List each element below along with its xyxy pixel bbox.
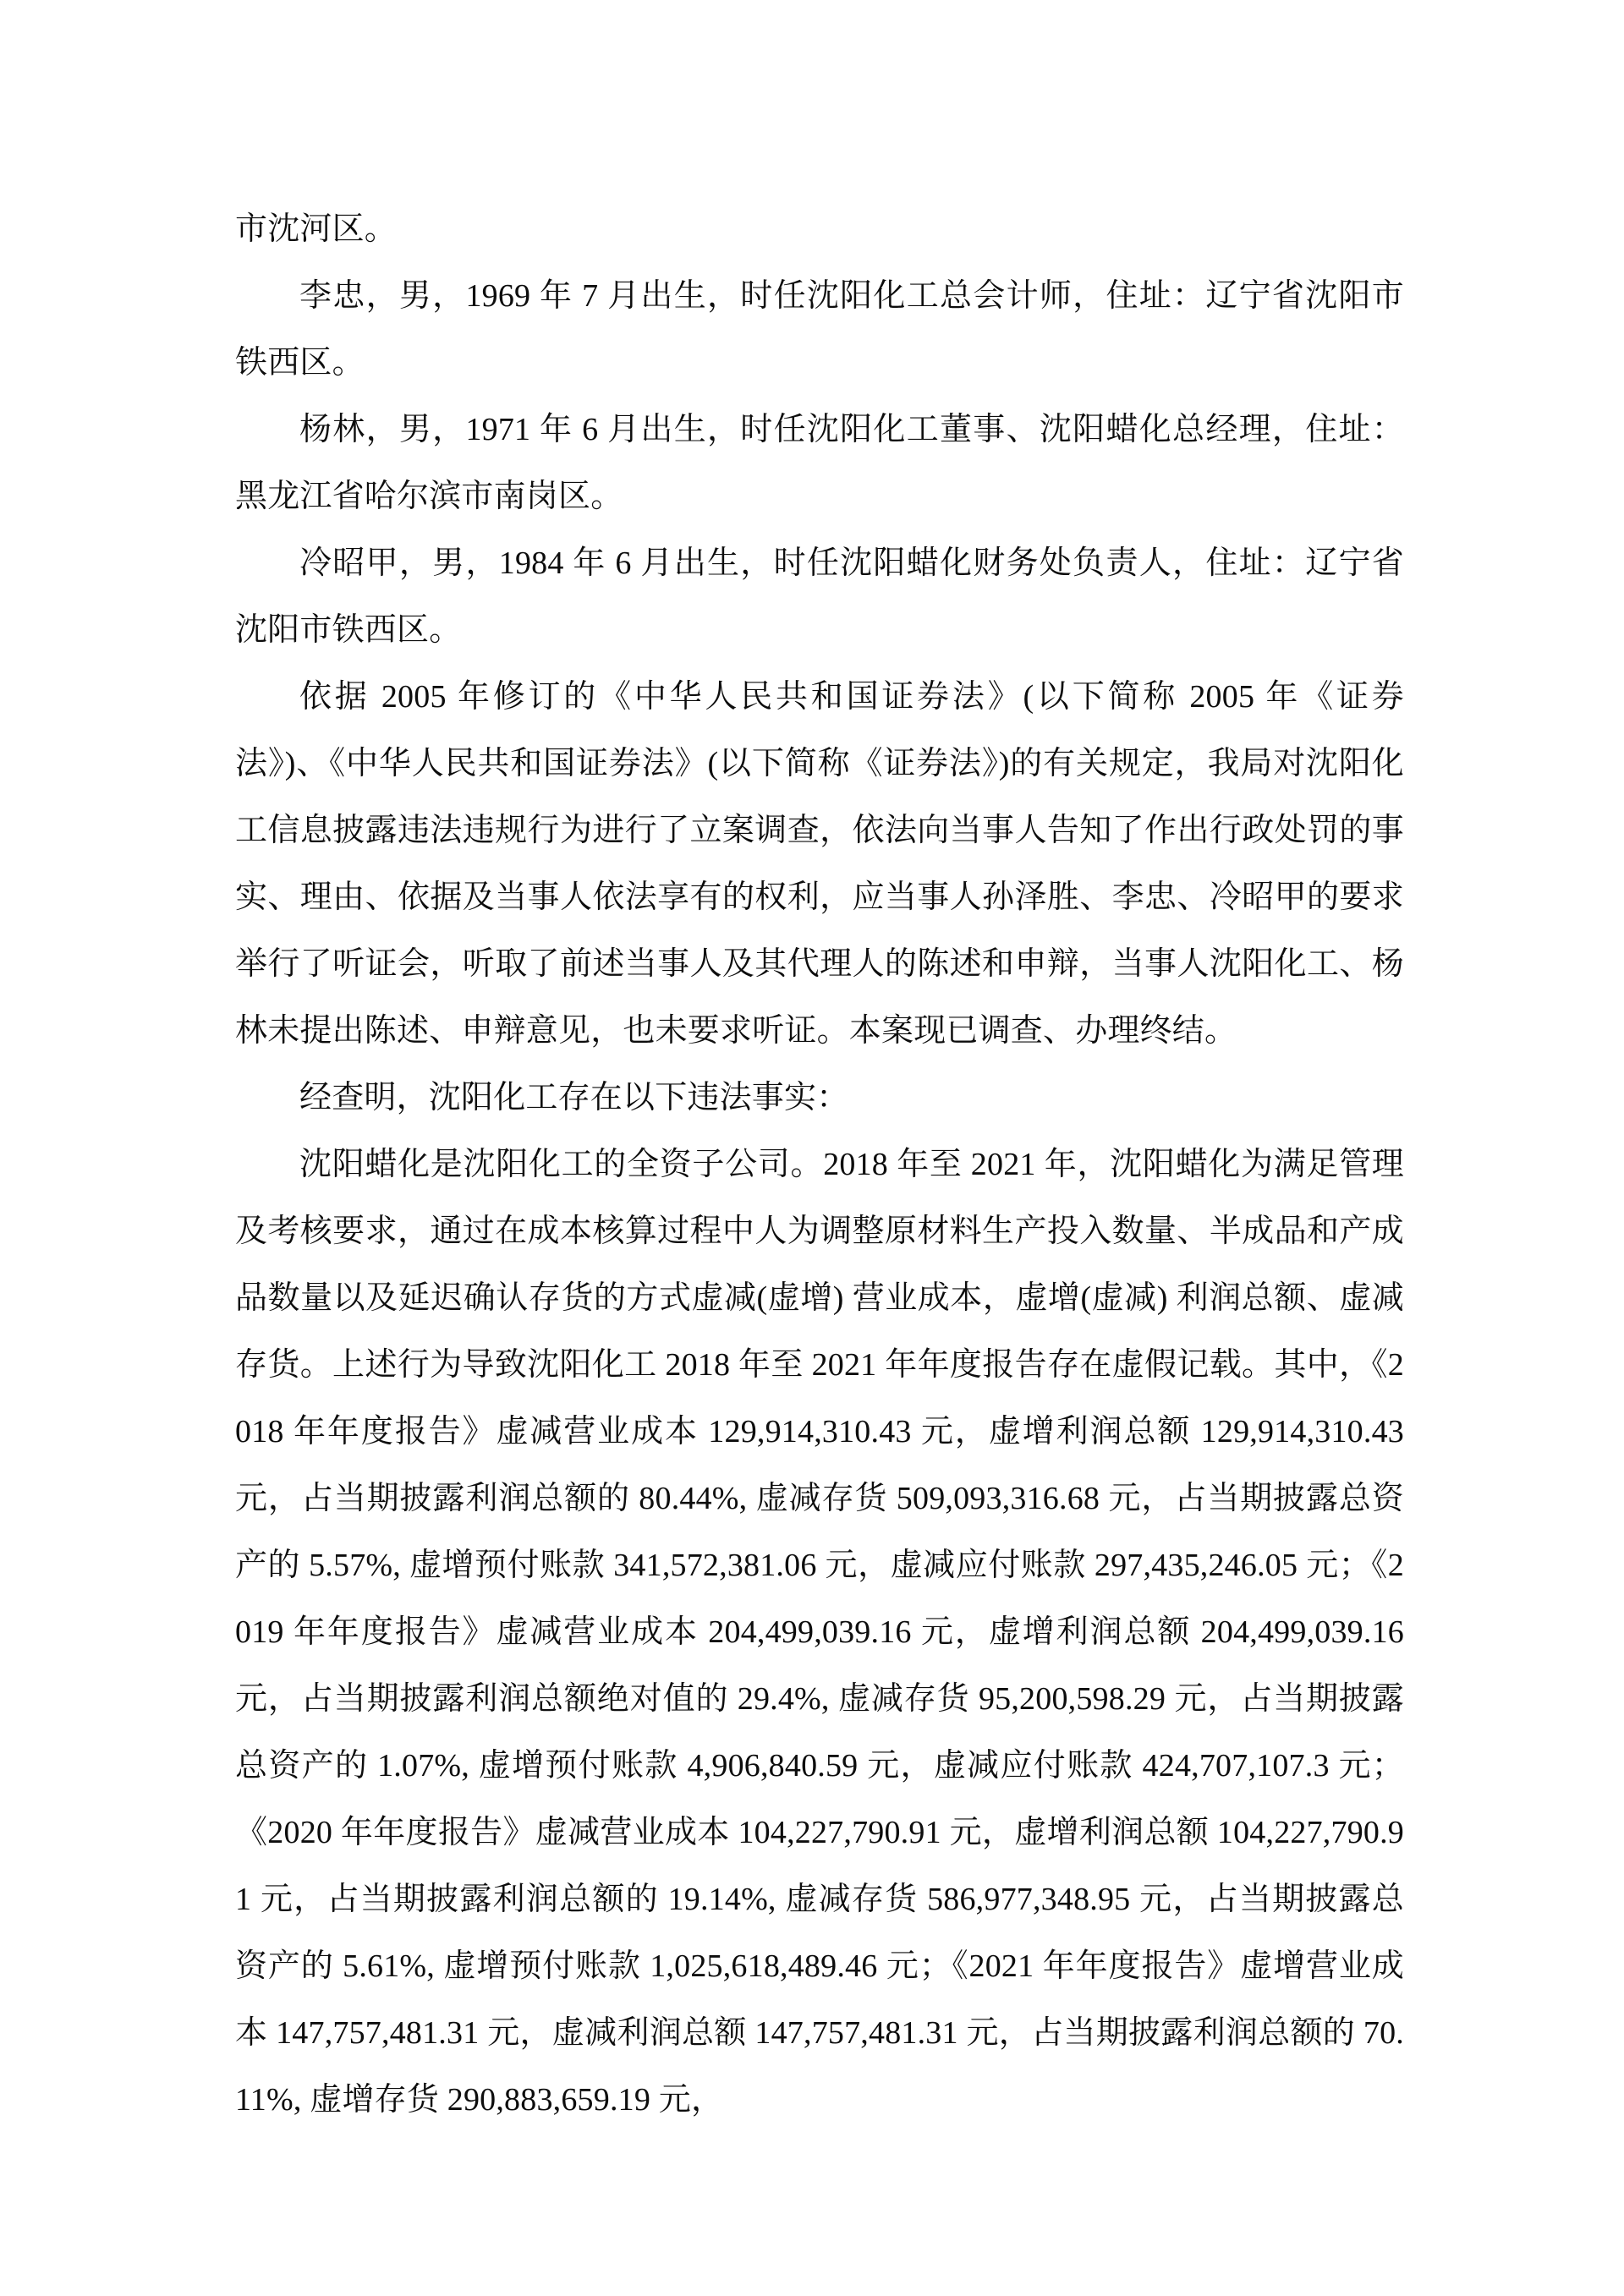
paragraph-party-leng-zhaojia: 冷昭甲，男，1984 年 6 月出生，时任沈阳蜡化财务处负责人，住址：辽宁省沈阳市铁西区。 bbox=[235, 545, 1404, 648]
document-body bbox=[235, 196, 1404, 2134]
paragraph-party-yang-lin: 杨林，男，1971 年 6 月出生，时任沈阳化工董事、沈阳蜡化总经理，住址：黑龙江省哈尔滨市南岗区。 bbox=[235, 412, 1404, 514]
paragraph-violation-facts: 沈阳蜡化是沈阳化工的全资子公司。2018 年至 2021 年，沈阳蜡化为满足管理及考核要求，通过在成本核算过程中人为调整原材料生产投入数量、半成品和产成品数量以及延迟确认存货的方式虚减(虚增) 营业成本，虚增(虚减) 利润总额、虚减存货。上述行为导致沈阳化工 2018 年至 2021 年年度报告存在虚假记载。其中，《2018 年年度报告》虚减营业成本 129,914,310.43 元，虚增利润总额 129,914,310.43 元，占当期披露利润总额的 80.44%, 虚减存货 509,093,316.68 元，占当期披露总资产的 5.57%, 虚增预付账款 341,572,381.06 元，虚减应付账款 297,435,246.05 元；《2019 年年度报告》虚减营业成本 204,499,039.16 元，虚增利润总额 204,499,039.16 元，占当期披露利润总额绝对值的 29.4%, 虚减存货 95,200,598.29 元，占当期披露总资产的 1.07%, 虚增预付账款 4,906,840.59 元，虚减应付账款 424,707,107.3 元；《2020 年年度报告》虚减营业成本 104,227,790.91 元，虚增利润总额 104,227,790.91 元，占当期披露利润总额的 19.14%, 虚减存货 586,977,348.95 元，占当期披露总资产的 5.61%, 虚增预付账款 1,025,618,489.46 元；《2021 年年度报告》虚增营业成本 147,757,481.31 元，虚减利润总额 147,757,481.31 元，占当期披露利润总额的 70.11%, 虚增存货 290,883,659.19 元， bbox=[235, 1147, 1404, 2118]
paragraph-address-continuation: 市沈河区。 bbox=[235, 211, 398, 247]
paragraph-party-li-zhong: 李忠，男，1969 年 7 月出生，时任沈阳化工总会计师，住址：辽宁省沈阳市铁西区。 bbox=[235, 278, 1404, 381]
paragraph-legal-basis: 依据 2005 年修订的《中华人民共和国证券法》(以下简称 2005 年《证券法》)、《中华人民共和国证券法》(以下简称《证券法》)的有关规定，我局对沈阳化工信息披露违法违规行为进行了立案调查，依法向当事人告知了作出行政处罚的事实、理由、依据及当事人依法享有的权利，应当事人孙泽胜、李忠、冷昭甲的要求举行了听证会，听取了前述当事人及其代理人的陈述和申辩，当事人沈阳化工、杨林未提出陈述、申辩意见，也未要求听证。本案现已调查、办理终结。 bbox=[235, 679, 1404, 1049]
paragraph-findings-heading: 经查明，沈阳化工存在以下违法事实： bbox=[299, 1080, 849, 1115]
